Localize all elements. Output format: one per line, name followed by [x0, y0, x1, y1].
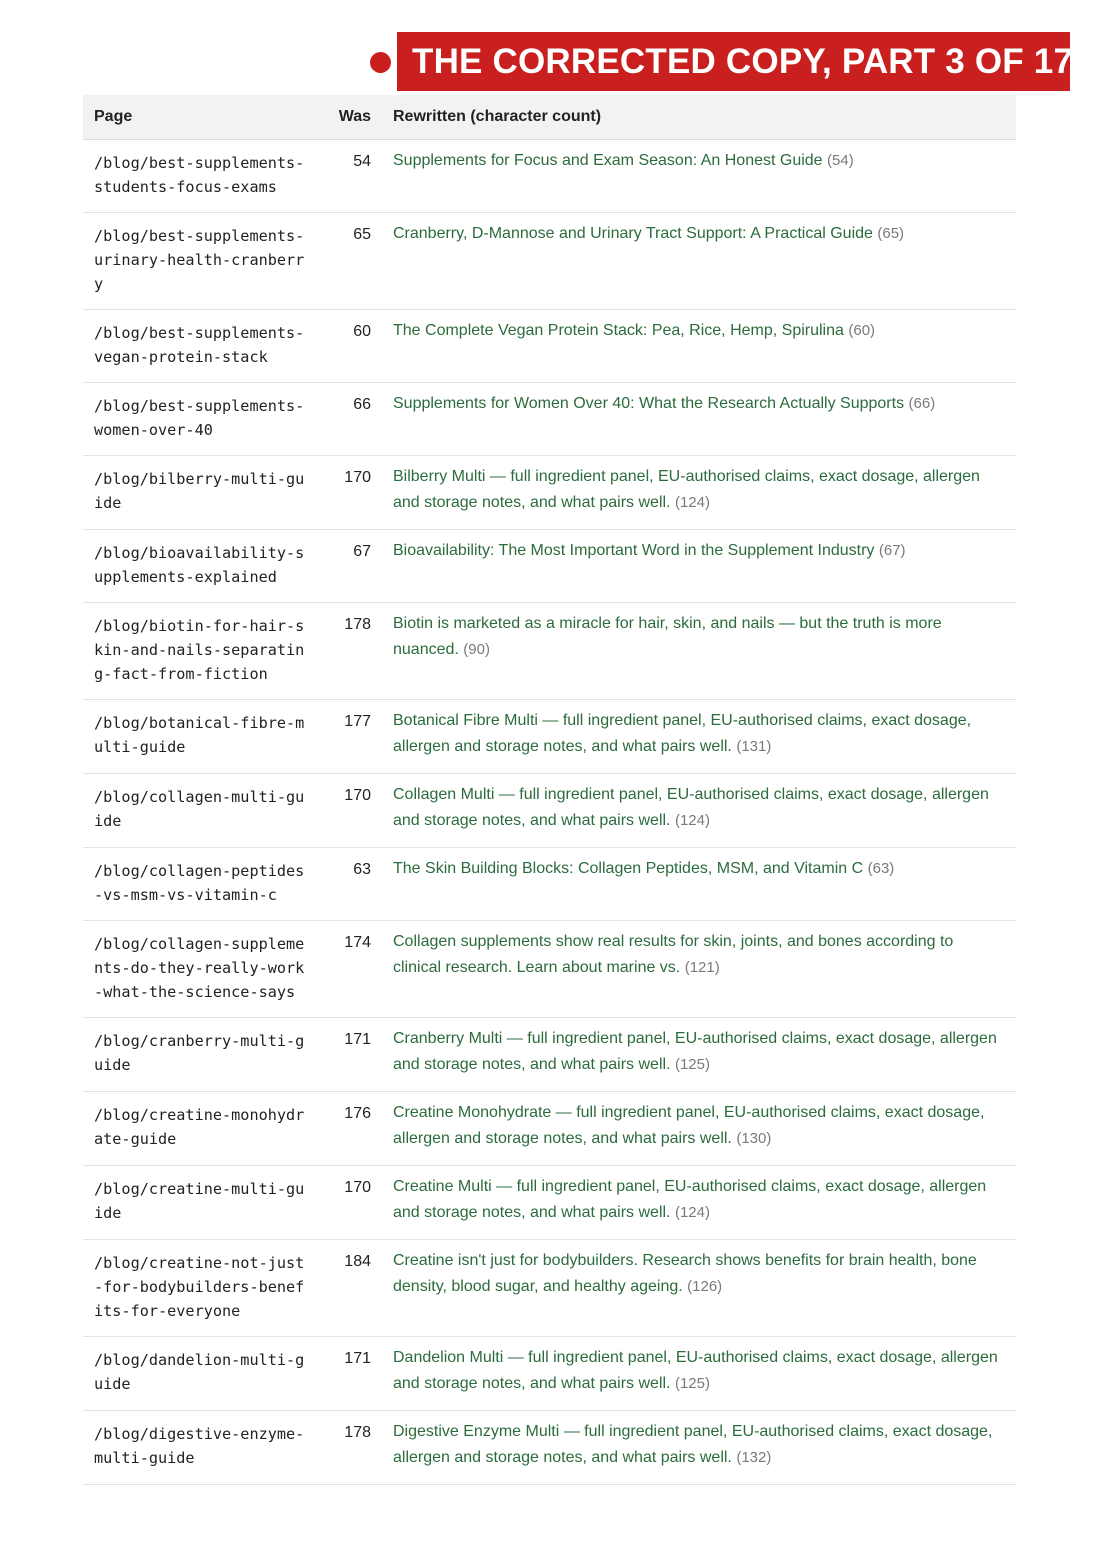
was-count-cell: 176: [322, 1091, 382, 1165]
rewritten-cell: [382, 1336, 1016, 1410]
character-count: (132): [736, 1448, 772, 1466]
rewritten-text: Botanical Fibre Multi — full ingredient panel, EU-authorised claims, exact dosage, allergen and storage notes, and what pairs well.: [393, 711, 972, 755]
table-header-row: [83, 95, 1016, 139]
record-dot-icon: [370, 52, 391, 73]
character-count: (54): [827, 151, 854, 169]
rewritten-cell: [382, 1091, 1016, 1165]
was-count-cell: 170: [322, 773, 382, 847]
was-count-cell: 178: [322, 1410, 382, 1484]
was-count-cell: 171: [322, 1017, 382, 1091]
rewritten-cell: [382, 139, 1016, 212]
rewritten-cell: [382, 1165, 1016, 1239]
page-path-cell: /blog/collagen-multi-guide: [83, 773, 322, 847]
character-count: (67): [878, 541, 906, 559]
was-count-cell: 60: [322, 309, 382, 382]
table-row: [83, 1165, 1016, 1239]
rewritten-text: Dandelion Multi — full ingredient panel, EU-authorised claims, exact dosage, allergen and storage notes, and what pairs well.: [393, 1348, 998, 1392]
rewritten-cell: [382, 529, 1016, 602]
table-row: [83, 1410, 1016, 1484]
table-row: [83, 699, 1016, 773]
was-count-cell: 54: [322, 139, 382, 212]
rewritten-cell: [382, 920, 1016, 1017]
page-path-cell: /blog/bilberry-multi-guide: [83, 455, 322, 529]
rewritten-text: Bilberry Multi — full ingredient panel, EU-authorised claims, exact dosage, allergen and storage notes, and what pairs well.: [393, 467, 980, 511]
character-count: (125): [674, 1055, 710, 1073]
character-count: (130): [736, 1129, 772, 1147]
rewritten-text: Creatine Monohydrate — full ingredient panel, EU-authorised claims, exact dosage, allergen and storage notes, and what pairs well.: [393, 1103, 985, 1147]
rewritten-text: Digestive Enzyme Multi — full ingredient panel, EU-authorised claims, exact dosage, allergen and storage notes, and what pairs well.: [393, 1422, 993, 1466]
rewritten-cell: [382, 773, 1016, 847]
rewritten-cell: [382, 1410, 1016, 1484]
character-count: (124): [674, 493, 710, 511]
character-count: (124): [674, 1203, 710, 1221]
rewritten-text: Biotin is marketed as a miracle for hair, skin, and nails — but the truth is more nuanced.: [393, 614, 942, 658]
table-row: [83, 1336, 1016, 1410]
rewritten-text: The Skin Building Blocks: Collagen Peptides, MSM, and Vitamin C: [393, 859, 864, 877]
page-banner-title: THE CORRECTED COPY, PART 3 OF 17: [397, 32, 1070, 91]
rewritten-cell: [382, 847, 1016, 920]
page-path-cell: /blog/cranberry-multi-guide: [83, 1017, 322, 1091]
table-row: [83, 1017, 1016, 1091]
page-path-cell: /blog/botanical-fibre-multi-guide: [83, 699, 322, 773]
page-path-cell: /blog/best-supplements-urinary-health-cranberry: [83, 212, 322, 309]
character-count: (125): [674, 1374, 710, 1392]
was-count-cell: 177: [322, 699, 382, 773]
page-path-cell: /blog/best-supplements-vegan-protein-stack: [83, 309, 322, 382]
table-row: [83, 139, 1016, 212]
page-path-cell: /blog/creatine-monohydrate-guide: [83, 1091, 322, 1165]
was-count-cell: 170: [322, 455, 382, 529]
was-count-cell: 184: [322, 1239, 382, 1336]
column-header-was: Was: [322, 95, 382, 139]
page-path-cell: /blog/best-supplements-women-over-40: [83, 382, 322, 455]
character-count: (66): [908, 394, 936, 412]
page-path-cell: /blog/collagen-peptides-vs-msm-vs-vitamin-c: [83, 847, 322, 920]
character-count: (126): [687, 1277, 723, 1295]
rewritten-text: Creatine isn't just for bodybuilders. Research shows benefits for brain health, bone density, blood sugar, and healthy ageing.: [393, 1251, 977, 1295]
rewritten-cell: [382, 309, 1016, 382]
rewritten-cell: [382, 602, 1016, 699]
page-path-cell: /blog/digestive-enzyme-multi-guide: [83, 1410, 322, 1484]
table-row: [83, 455, 1016, 529]
table-row: [83, 212, 1016, 309]
character-count: (60): [848, 321, 876, 339]
character-count: (90): [463, 640, 490, 658]
rewritten-cell: [382, 382, 1016, 455]
was-count-cell: 63: [322, 847, 382, 920]
rewritten-text: Cranberry, D-Mannose and Urinary Tract Support: A Practical Guide: [393, 224, 873, 242]
rewritten-text: Cranberry Multi — full ingredient panel, EU-authorised claims, exact dosage, allergen and storage notes, and what pairs well.: [393, 1029, 997, 1073]
was-count-cell: 171: [322, 1336, 382, 1410]
page-path-cell: /blog/biotin-for-hair-skin-and-nails-separating-fact-from-fiction: [83, 602, 322, 699]
table-row: [83, 920, 1016, 1017]
page-path-cell: /blog/collagen-supplements-do-they-really-work-what-the-science-says: [83, 920, 322, 1017]
page-path-cell: /blog/creatine-not-just-for-bodybuilders-benefits-for-everyone: [83, 1239, 322, 1336]
column-header-page: Page: [83, 95, 322, 139]
table-row: [83, 382, 1016, 455]
character-count: (121): [684, 958, 720, 976]
table-row: [83, 1239, 1016, 1336]
page-path-cell: /blog/best-supplements-students-focus-exams: [83, 139, 322, 212]
table-row: [83, 773, 1016, 847]
page-path-cell: /blog/bioavailability-supplements-explained: [83, 529, 322, 602]
rewritten-cell: [382, 1239, 1016, 1336]
rewritten-text: Bioavailability: The Most Important Word in the Supplement Industry: [393, 541, 875, 559]
character-count: (131): [736, 737, 772, 755]
page-path-cell: /blog/dandelion-multi-guide: [83, 1336, 322, 1410]
was-count-cell: 67: [322, 529, 382, 602]
was-count-cell: 66: [322, 382, 382, 455]
rewritten-text: Creatine Multi — full ingredient panel, EU-authorised claims, exact dosage, allergen and storage notes, and what pairs well.: [393, 1177, 987, 1221]
was-count-cell: 170: [322, 1165, 382, 1239]
character-count: (65): [877, 224, 905, 242]
table-row: [83, 529, 1016, 602]
rewritten-cell: [382, 212, 1016, 309]
rewritten-cell: [382, 699, 1016, 773]
table-row: [83, 602, 1016, 699]
column-header-rewritten: Rewritten (character count): [382, 95, 1016, 139]
rewritten-cell: [382, 455, 1016, 529]
rewritten-text: Collagen Multi — full ingredient panel, EU-authorised claims, exact dosage, allergen and storage notes, and what pairs well.: [393, 785, 989, 829]
rewritten-text: Supplements for Focus and Exam Season: An Honest Guide: [393, 151, 823, 169]
table-row: [83, 1091, 1016, 1165]
rewritten-cell: [382, 1017, 1016, 1091]
character-count: (124): [674, 811, 710, 829]
page-path-cell: /blog/creatine-multi-guide: [83, 1165, 322, 1239]
was-count-cell: 65: [322, 212, 382, 309]
rewritten-text: The Complete Vegan Protein Stack: Pea, Rice, Hemp, Spirulina: [393, 321, 844, 339]
character-count: (63): [867, 859, 895, 877]
rewritten-text: Supplements for Women Over 40: What the Research Actually Supports: [393, 394, 905, 412]
rewrites-table: [83, 95, 1016, 1485]
was-count-cell: 174: [322, 920, 382, 1017]
rewritten-text: Collagen supplements show real results for skin, joints, and bones according to clinical research. Learn about marine vs.: [393, 932, 954, 976]
table-row: [83, 847, 1016, 920]
table-row: [83, 309, 1016, 382]
was-count-cell: 178: [322, 602, 382, 699]
